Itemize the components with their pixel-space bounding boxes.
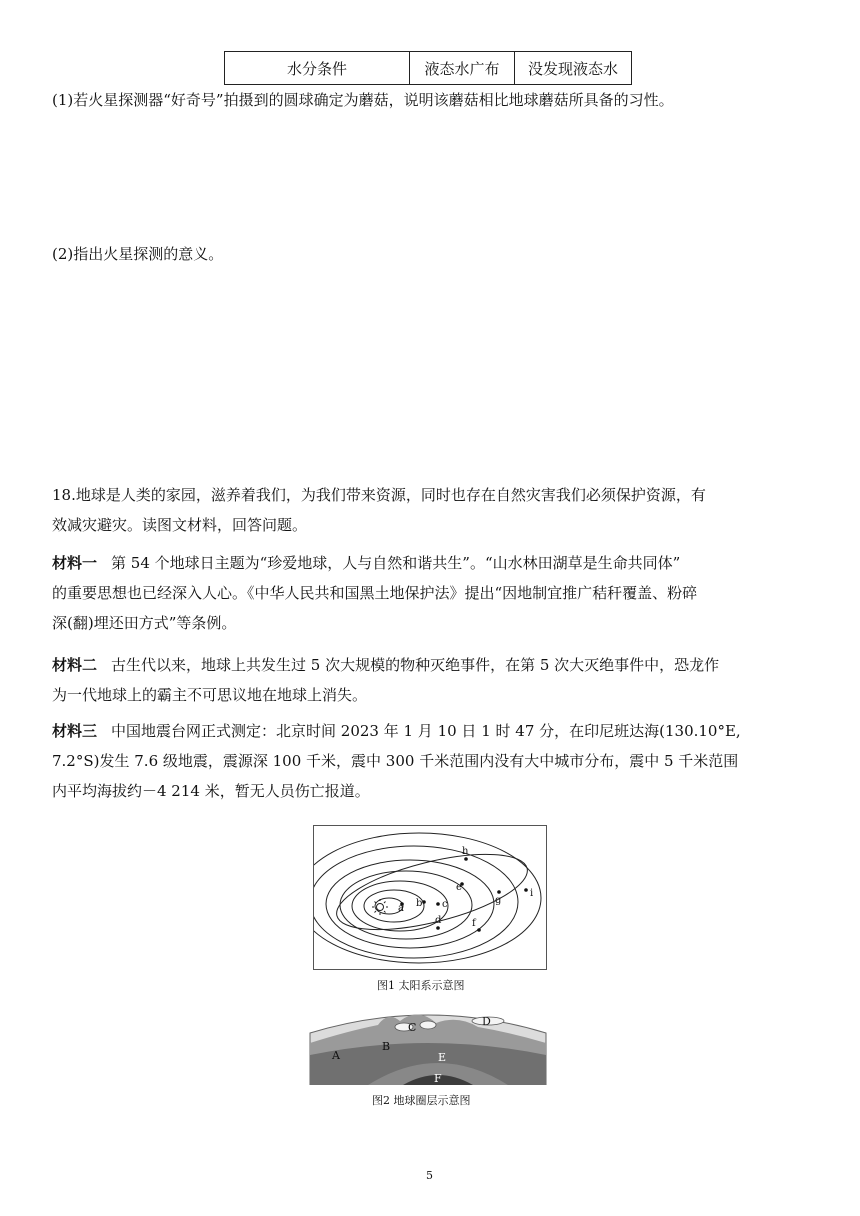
solar-system-svg [314,826,546,969]
solar-system-diagram [313,825,547,970]
sphere-label: E [438,1051,447,1064]
material-text: 7.2°S)发生 7.6 级地震，震源深 100 千米，震中 300 千米范围内没有大中城市分布，震中 5 千米范围 [52,752,739,770]
question-18-intro [52,480,812,540]
material-text: 为一代地球上的霸主不可思议地在地球上消失。 [52,686,368,704]
sphere-label: A [332,1049,340,1062]
table-cell: 没发现液态水 [515,52,632,85]
sphere-label: C [408,1021,417,1034]
orbit-label: b [416,898,423,909]
material-two [52,650,812,710]
water-condition-table [224,51,632,85]
earth-spheres-diagram [308,1003,548,1085]
figure-2-caption: 图2 地球圈层示意图 [372,1094,471,1107]
material-label: 材料二 [52,656,98,674]
orbit-label: i [530,888,534,899]
material-text: 古生代以来，地球上共发生过 5 次大规模的物种灭绝事件，在第 5 次大灭绝事件中，恐龙作 [111,656,720,674]
orbit-label: f [472,918,476,929]
orbit-label: c [442,899,448,910]
question-17-part-1: (1)若火星探测器“好奇号”拍摄到的圆球确定为蘑菇，说明该蘑菇相比地球蘑菇所具备的习性。 [52,91,674,109]
intro-line: 18.地球是人类的家园，滋养着我们，为我们带来资源，同时也存在自然灾害我们必须保护资源，有 [52,486,706,504]
orbit-label: a [398,903,404,914]
intro-line: 效减灾避灾。读图文材料，回答问题。 [52,516,308,534]
sphere-label: F [434,1072,442,1085]
material-text: 的重要思想也已经深入人心。《中华人民共和国黑土地保护法》提出“因地制宜推广秸秆覆盖、粉碎 [52,584,698,602]
material-text: 第 54 个地球日主题为“珍爱地球，人与自然和谐共生”。“山水林田湖草是生命共同体” [111,554,681,572]
material-text: 中国地震台网正式测定：北京时间 2023 年 1 月 10 日 1 时 47 分，在印尼班达海(130.10°E, [111,722,741,740]
material-one [52,548,812,638]
page-number: 5 [426,1169,433,1182]
material-text: 内平均海拔约－4 214 米，暂无人员伤亡报道。 [52,782,370,800]
table-row [225,52,632,85]
orbit-label: d [435,915,442,926]
sphere-label: D [482,1015,491,1028]
material-label: 材料一 [52,554,98,572]
orbit-label: h [462,846,469,857]
material-three [52,716,812,806]
figure-1-caption: 图1 太阳系示意图 [377,979,465,992]
earth-spheres-svg [308,1003,548,1085]
material-text: 深(翻)埋还田方式”等条例。 [52,614,237,632]
orbit-label: g [495,895,502,906]
table-row-label: 水分条件 [225,52,410,85]
table-cell: 液态水广布 [410,52,515,85]
question-17-part-2: (2)指出火星探测的意义。 [52,245,224,263]
sphere-label: B [382,1040,391,1053]
orbit-label: e [456,882,462,893]
material-label: 材料三 [52,722,98,740]
